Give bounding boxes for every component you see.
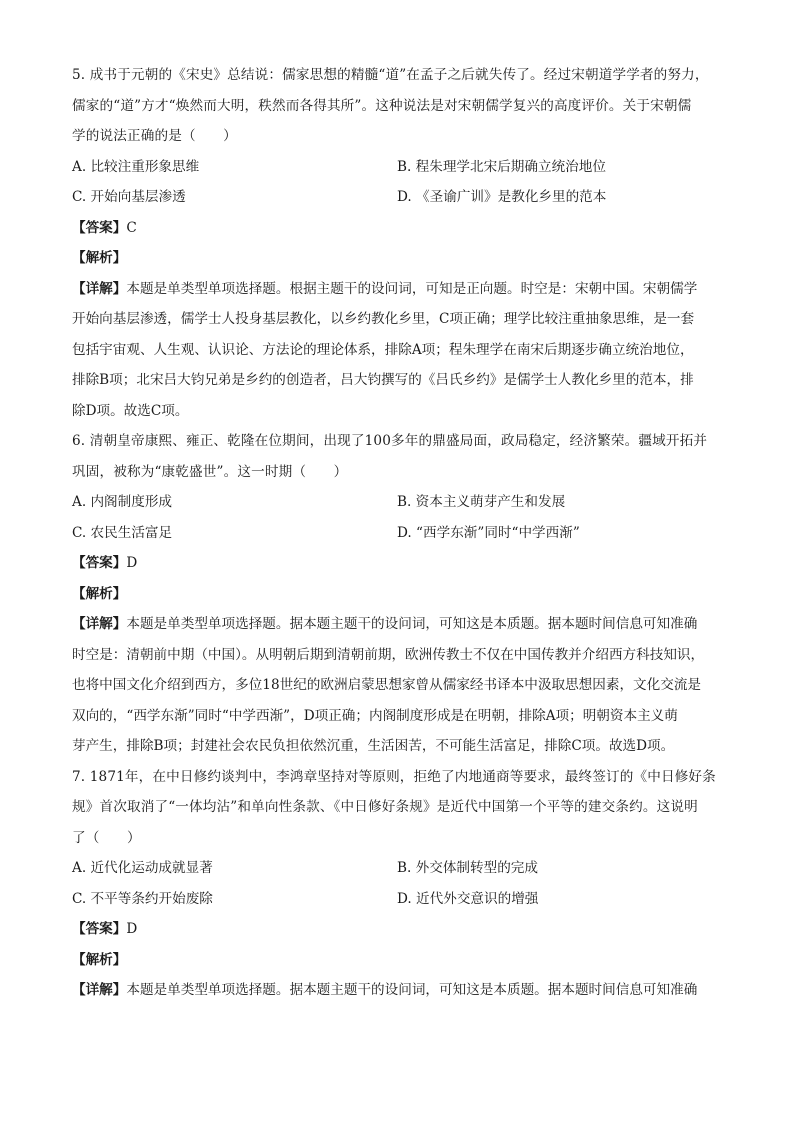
question-stem-line: 5. 成书于元朝的《宋史》总结说：儒家思想的精髓“道”在孟子之后就失传了。经过宋朝道学学者的努力， bbox=[72, 67, 709, 83]
detail-text: 本题是单类型单项选择题。根据主题干的设问词，可知是正向题。时空是：宋朝中国。宋朝儒学 bbox=[126, 280, 698, 297]
detail-text: 本题是单类型单项选择题。据本题主题干的设问词，可知这是本质题。据本题时间信息可知准确 bbox=[126, 982, 698, 998]
question-stem-line: 了（ ） bbox=[72, 829, 141, 846]
analysis-line bbox=[72, 945, 732, 976]
question-7 bbox=[72, 762, 732, 1006]
option-c: C. 不平等条约开始废除 bbox=[72, 890, 213, 907]
option-a: A. 近代化运动成就显著 bbox=[72, 860, 213, 876]
option-d: D. 《圣谕广训》是教化乡里的范本 bbox=[397, 189, 607, 205]
options-row bbox=[72, 884, 732, 915]
detail-line: 双向的，“西学东渐”同时“中学西渐”，D项正确；内阁制度形成是在明朝，排除A项；明朝资本主义萌 bbox=[72, 707, 678, 724]
option-c: C. 开始向基层渗透 bbox=[72, 189, 186, 205]
option-d: D. “西学东渐”同时“中学西渐” bbox=[397, 524, 580, 541]
answer-value: D bbox=[126, 921, 138, 937]
detail-line: 除D项。故选C项。 bbox=[72, 402, 189, 419]
option-b: B. 资本主义萌芽产生和发展 bbox=[397, 494, 566, 510]
option-d: D. 近代外交意识的增强 bbox=[397, 890, 539, 907]
detail-line: 开始向基层渗透，儒学士人投身基层教化，以乡约教化乡里，C项正确；理学比较注重抽象思维，是一套 bbox=[72, 311, 695, 327]
analysis-line bbox=[72, 243, 732, 274]
analysis-tag: 【解析】 bbox=[72, 250, 127, 266]
detail-text: 本题是单类型单项选择题。据本题主题干的设问词，可知这是本质题。据本题时间信息可知准确 bbox=[126, 616, 698, 632]
analysis-tag: 【解析】 bbox=[72, 951, 127, 968]
option-a: A. 比较注重形象思维 bbox=[72, 158, 200, 175]
answer-line bbox=[72, 213, 732, 244]
option-b: B. 程朱理学北宋后期确立统治地位 bbox=[397, 158, 606, 175]
detail-line: 也将中国文化介绍到西方，多位18世纪的欧洲启蒙思想家曾从儒家经书译本中汲取思想因素，文化交流是 bbox=[72, 677, 702, 693]
options-row bbox=[72, 518, 732, 549]
option-a: A. 内阁制度形成 bbox=[72, 494, 173, 510]
question-stem-line: 7. 1871年，在中日修约谈判中，李鸿章坚持对等原则，拒绝了内地通商等要求，最终签订的《中日修好条 bbox=[72, 768, 716, 785]
detail-tag: 【详解】 bbox=[72, 616, 127, 632]
answer-value: D bbox=[126, 555, 138, 571]
answer-value: C bbox=[126, 219, 137, 236]
answer-line bbox=[72, 914, 732, 945]
detail-line: 芽产生，排除B项；封建社会农民负担依然沉重，生活困苦，不可能生活富足，排除C项。故选D项。 bbox=[72, 738, 675, 754]
options-row bbox=[72, 853, 732, 884]
options-row bbox=[72, 152, 732, 183]
answer-tag: 【答案】 bbox=[72, 921, 127, 937]
document-page bbox=[72, 60, 732, 1006]
question-stem-line: 巩固，被称为“康乾盛世”。这一时期（ ） bbox=[72, 463, 348, 480]
analysis-line bbox=[72, 579, 732, 610]
detail-line: 包括宇宙观、人生观、认识论、方法论的理论体系，排除A项；程朱理学在南宋后期逐步确立统治地位， bbox=[72, 341, 694, 358]
question-stem-line: 学的说法正确的是（ ） bbox=[72, 128, 237, 144]
option-b: B. 外交体制转型的完成 bbox=[397, 860, 538, 876]
question-6 bbox=[72, 426, 732, 762]
options-row bbox=[72, 182, 732, 213]
options-row bbox=[72, 487, 732, 518]
detail-line bbox=[72, 975, 732, 1006]
detail-tag: 【详解】 bbox=[72, 982, 127, 998]
option-c: C. 农民生活富足 bbox=[72, 524, 173, 541]
detail-line: 排除B项；北宋吕大钧兄弟是乡约的创造者，吕大钧撰写的《吕氏乡约》是儒学士人教化乡里的范本，排 bbox=[72, 372, 694, 388]
question-stem-line: 儒家的“道”方才“焕然而大明，秩然而各得其所”。这种说法是对宋朝儒学复兴的高度评价。关于宋朝儒 bbox=[72, 97, 692, 114]
analysis-tag: 【解析】 bbox=[72, 585, 127, 602]
answer-tag: 【答案】 bbox=[72, 219, 127, 236]
question-stem-line: 6. 清朝皇帝康熙、雍正、乾隆在位期间，出现了100多年的鼎盛局面，政局稳定，经济繁荣。疆域开拓并 bbox=[72, 433, 708, 449]
question-5 bbox=[72, 60, 732, 426]
detail-line bbox=[72, 274, 732, 305]
detail-tag: 【详解】 bbox=[72, 280, 127, 297]
detail-line: 时空是：清朝前中期（中国）。从明朝后期到清朝前期，欧洲传教士不仅在中国传教并介绍西方科技知识， bbox=[72, 646, 705, 663]
detail-line bbox=[72, 609, 732, 640]
question-stem-line: 规》首次取消了“一体均沾”和单向性条款、《中日修好条规》是近代中国第一个平等的建交条约。这说明 bbox=[72, 799, 698, 815]
answer-line bbox=[72, 548, 732, 579]
answer-tag: 【答案】 bbox=[72, 555, 127, 571]
